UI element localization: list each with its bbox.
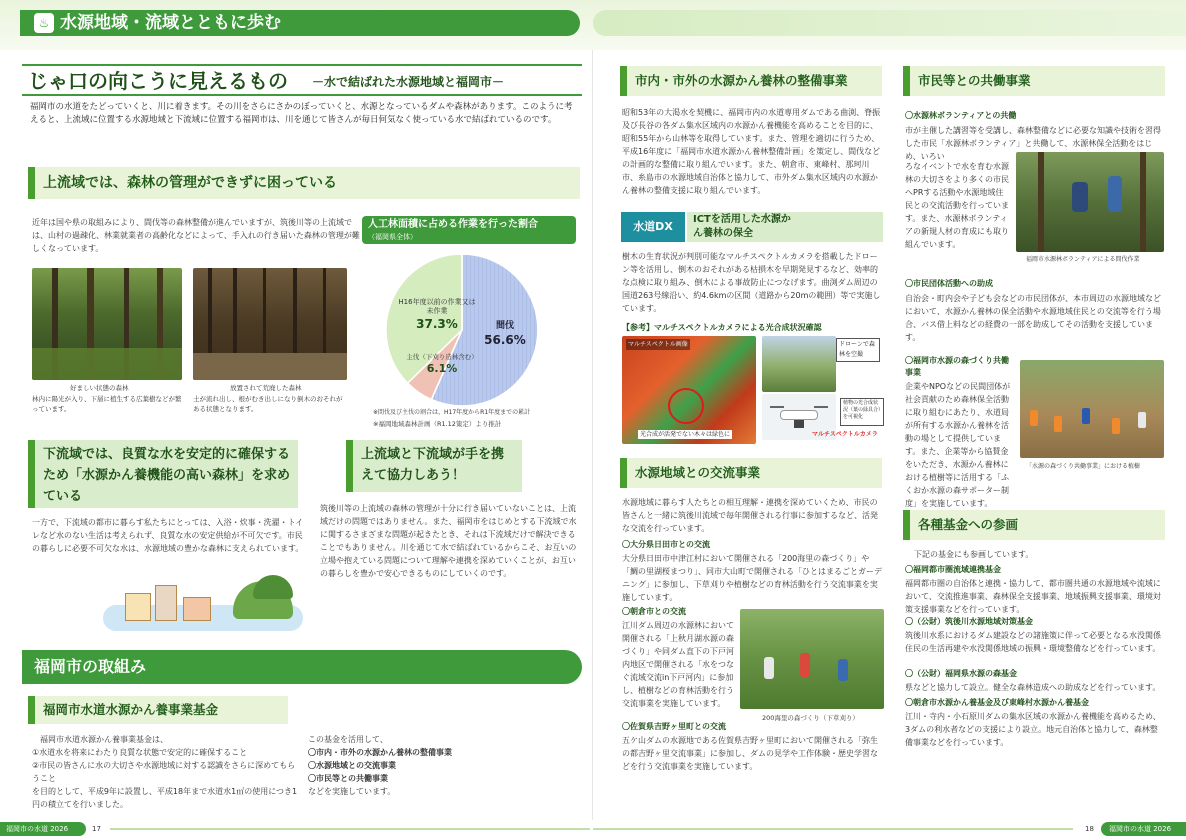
drone-survey-label-text: ドローンで森林を空撮 [839, 341, 875, 358]
pie-label-harvest [402, 353, 482, 376]
pie-label-thinning [470, 320, 540, 348]
pie-label-other [397, 298, 477, 332]
grant-text: 自治会・町内会や子ども会などの市民団体が、本市周辺の水源地域などにおいて、水源かん養林の保全活動や水源地域住民との交流等を行う場合、バス借上料などの経費の一部を助成してその活動を支援しています。 [905, 294, 1161, 342]
visualize-label [840, 398, 884, 426]
fund4-text: 江川・寺内・小石原川ダムの集水区域の水源かん養機能を高めるため、3ダムの利水者などの支援により設立。地元自治体と協力して、森林整備事業などを行っています。 [905, 712, 1161, 747]
fund-use-3: 〇市民等との共働事業 [308, 774, 388, 783]
multispectral-image [622, 336, 756, 444]
fund2-name: 〇（公財）筑後川水源地域対策基金 [905, 617, 1033, 626]
footer-right-text: 福岡市の水道 2026 [1109, 825, 1172, 833]
pie-subtitle: （福岡県全体） [368, 233, 417, 241]
fund2-text: 筑後川水系におけるダム建設などの諸施策に伴って必要となる水没関係住民の生活再建や水没関係地域の振興・環境整備などを行っています。 [905, 631, 1161, 653]
section-upstream-title: 上流域では、森林の管理ができずに困っている [43, 175, 337, 191]
visualize-label-text: 植物の光合成状況（葉の緑具合）を可視化 [843, 400, 881, 420]
fund-item-2: ②市民の皆さんに水の大切さや水源地域に対する認識をさらに深めてもらうこと [32, 761, 296, 783]
section-cooperate-text: 筑後川等の上流域の森林の管理が十分に行き届いていないことは、上流域だけの問題ではありません。また、福岡市をはじめとする下流域で水に関するさまざまな問題が起きたとき、それは下流域だけで解決できることでもありません。川を通じて水で結ばれているからこそ、お互いの立場や抱えている問題について理解や連携を深めていくことが、お互いの暮らしを豊かで安心できるものにしていくのです。 [320, 504, 577, 578]
funds-header [903, 510, 1165, 540]
forest-maintenance-header [620, 66, 882, 96]
drone-survey-photo [762, 336, 836, 392]
pie-title-box [362, 216, 576, 244]
exchange-asakura-text: 江川ダム周辺の水源林において開催される「上秋月湖水源の森づくり」や同ダム直下の下戸河内地区で開催される「水をつなぐ流域交流in下戸河内」に参加し、植樹などの育林活動を行う交流事業を実施しています。 [622, 621, 734, 708]
pie-label-thinning-name: 間伐 [495, 321, 514, 331]
main-subtitle: －水で結ばれた水源地域と福岡市－ [312, 75, 505, 89]
grass-cutting-caption: 200海里の森づくり（下草刈り） [762, 714, 859, 722]
tree-planting-caption: 「水源の森づくり共働事業」における植樹 [1026, 463, 1141, 470]
fund3-text: 県などと協力して設立。健全な森林造成への助成などを行っています。 [905, 683, 1161, 692]
fund3-name: 〇（公財）福岡県水源の森基金 [905, 669, 1017, 678]
main-title-block [22, 64, 582, 96]
exchange-yoshinogari-text: 五ケ山ダムの水源地である佐賀県吉野ヶ里町において開催される「弥生の都吉野ヶ里交流事業」に参加し、ダムの見学や工作体験・歴史学習などを行う交流事業を実施しています。 [622, 736, 878, 771]
tree-planting-photo [1020, 360, 1164, 458]
grant-title: 〇市民団体活動への助成 [905, 279, 993, 288]
section-upstream-text: 近年は国や県の取組みにより、間伐等の森林整備が進んでいますが、筑後川等の上流域では、山村の過疎化、林業就業者の高齢化などによって、手入れの行き届いた森林の管理が難しくなっています。 [32, 218, 360, 253]
abandoned-forest-caption: 放置されて荒廃した森林 [230, 384, 302, 392]
fund-header [28, 696, 288, 724]
intro-text: 福岡市の水道をたどっていくと、川に着きます。その川をさらにさかのぼっていくと、水源となっているダムや森林があります。このように考えると、上流域に位置する水源地域と下流域に位置する福岡市は、川を通じて皆さんが毎日何気なく使っている水で結ばれているのです。 [30, 102, 573, 125]
page-number-right: 18 [1085, 825, 1094, 833]
pie-label-thinning-value: 56.6% [484, 333, 526, 347]
exchange-yoshinogari-title: 〇佐賀県吉野ヶ里町との交流 [622, 722, 726, 731]
abandoned-forest-photo [193, 268, 347, 380]
footer-left-text: 福岡市の水道 2026 [6, 825, 69, 833]
fund-title: 福岡市水道水源かん養事業基金 [43, 702, 219, 717]
forest-maintenance-title: 市内・市外の水源かん養林の整備事業 [635, 73, 848, 88]
city-efforts-banner [22, 650, 582, 684]
forest-making-title: 〇福岡市水源の森づくり共働事業 [905, 356, 1009, 377]
healthy-forest-caption: 好ましい状態の森林 [70, 384, 129, 392]
section-upstream-header [28, 167, 580, 199]
water-cycle-illustration [103, 575, 303, 637]
exchange-title: 水源地域との交流事業 [635, 465, 761, 480]
pie-note-1: ※間伐及び主伐の割合は、H17年度からR1年度までの累計 [373, 409, 531, 416]
forest-making-text: 企業やNPOなどの民間団体が社会貢献のため森林保全活動に取り組むにあたり、水道局が所有する水源かん養林を活動の場として提供しています。また、企業等から協賛金をいただき、水源かん養林における植樹等に活用する「ふくおか水源の森サポーター制度」を実施しています。 [905, 382, 1011, 508]
dx-tag [621, 212, 685, 242]
forest-maintenance-text: 昭和53年の大渇水を契機に、福岡市内の水道専用ダムである曲渕、脊振及び長谷の各ダム集水区域内の水源かん養機能を高めることを目的に、昭和55年から山林等を取得しています。また、管理を適切に行うため、平成16年度に「福岡市水道水源かん養林整備計画」を策定し、間伐などの計画的な整備に取り組んでいます。また、朝倉市、東峰村、那珂川市、糸島市の水源地域自治体と協力して、市外ダム集水区域内の水源かん養林の整備支援に取り組んでいます。 [622, 108, 881, 195]
volunteer-thinning-photo [1016, 152, 1164, 252]
dx-title: ICTを活用した水源かん養林の保全 [693, 214, 791, 239]
exchange-header [620, 458, 882, 488]
pie-label-other-value: 37.3% [416, 317, 458, 331]
page-number-left: 17 [92, 825, 101, 833]
drone-survey-label [836, 338, 880, 362]
pie-note-2: ※福岡地域森林計画（R1.12策定）より推計 [373, 420, 502, 428]
pie-label-harvest-name: 主伐（下刈り造林含む） [406, 353, 478, 361]
fund-use-1: 〇市内・市外の水源かん養林の整備事業 [308, 748, 452, 757]
funds-title: 各種基金への参画 [918, 517, 1019, 532]
exchange-hita-text: 大分県日田市中津江村において開催される「200海里の森づくり」や「鯛の里湖桜まつり」、同市大山町で開催される「ひとはまるごとガーデニング」に参加し、下草刈りや植樹などの育林活動を行う交流事業を実施しています。 [622, 554, 882, 602]
section-downstream-title: 下流域では、良質な水を安定的に確保するため「水源かん養機能の高い森林」を求めている [43, 447, 291, 504]
healthy-forest-desc: 林内に陽光が入り、下層に植生する広葉樹などが繁っています。 [32, 395, 182, 413]
fund-use-end: などを実施しています。 [308, 787, 396, 796]
fund-body-1: 福岡市水道水源かん養事業基金は、 [40, 735, 168, 744]
section-cooperate-title: 上流域と下流域が手を携えて協力しあう！ [361, 447, 505, 483]
healthy-forest-photo [32, 268, 182, 380]
fund4-name: 〇朝倉市水源かん養基金及び東峰村水源かん養基金 [905, 698, 1089, 707]
funds-intro: 下記の基金にも参画しています。 [914, 550, 1034, 559]
header-right-bar [593, 10, 1186, 36]
main-title: じゃ口の向こうに見えるもの [28, 69, 288, 93]
footer-left [0, 818, 593, 840]
camera-label: マルチスペクトルカメラ [812, 431, 878, 438]
city-efforts-title: 福岡市の取組み [34, 657, 147, 676]
multispectral-image-label: マルチスペクトル画像 [628, 341, 688, 348]
footer-right [593, 818, 1186, 840]
volunteer-text-cont [905, 160, 1011, 252]
grass-cutting-photo [740, 609, 884, 709]
volunteer-text: 市が主催した講習等を受講し、森林整備などに必要な知識や技術を習得した市民「水源林ボランティア」と共働して、水源林保全活動をはじめ、いろい [905, 126, 1161, 161]
volunteer-text-continued: ろなイベントで水を育む水源林の大切さをより多くの市民へPRする活動や水源地域住民との交流活動を行っています。また、水源林ボランティアの新規人材の育成にも取り組んでいます。 [905, 162, 1009, 249]
section-downstream-header [28, 440, 298, 508]
dx-tag-label: 水道DX [633, 220, 673, 233]
water-drop-icon: ♨ [34, 13, 54, 33]
pie-label-other-name: H16年度以前の作業又は未作業 [398, 298, 476, 315]
citizen-header [903, 66, 1165, 96]
dx-title-box [687, 212, 883, 242]
page-divider [592, 50, 593, 820]
section-downstream-text: 一方で、下流域の都市に暮らす私たちにとっては、入浴・炊事・洗濯・トイレなど水のない生活は考えられず、良質な水の安定供給が不可欠です。市民の暮らしに必要不可欠な水は、水源地域の豊かな森林に支えられています。 [32, 518, 304, 553]
exchange-hita-title: 〇大分県日田市との交流 [622, 540, 710, 549]
dx-text: 樹木の生育状況が判別可能なマルチスペクトルカメラを搭載したドローン等を活用し、倒木のおそれがある枯損木を早期発見するなど、効率的な点検に取り組み、倒木による事故防止につなげます。曲渕ダム周辺の国道263号線沿い、約4.6kmの区間（道路から20mの範囲）等で実施しています。 [622, 252, 881, 313]
citizen-title: 市民等との共働事業 [918, 73, 1031, 88]
page-title: 水源地域・流域とともに歩む [60, 13, 281, 33]
pie-label-harvest-value: 6.1% [426, 362, 458, 375]
section-cooperate-header [346, 440, 522, 492]
abandoned-forest-desc: 土が流れ出し、根がむき出しになり倒木のおそれがある状態となります。 [193, 395, 343, 413]
fund-body-2: を目的として、平成9年に設置し、平成18年まで水道水1㎥の使用につき1円の積立てを行いました。 [32, 787, 298, 809]
volunteer-title: 〇水源林ボランティアとの共働 [905, 111, 1017, 120]
exchange-text: 水源地域に暮らす人たちとの相互理解・連携を深めていくため、市民の皆さんと一緒に筑後川流域で毎年開催される行事に参加するなど、活発な交流を行っています。 [622, 498, 878, 533]
fund-use-intro: この基金を活用して、 [308, 735, 388, 744]
exchange-asakura-title: 〇朝倉市との交流 [622, 607, 686, 616]
multispectral-image-caption: 光合成が活発でない木々は緑色に [640, 431, 731, 438]
fund1-text: 福岡都市圏の自治体と連携・協力して、都市圏共通の水源地域や流域において、交流推進事業、森林保全支援事業、地域振興支援事業、環境対策支援事業などを行っています。 [905, 579, 1161, 614]
fund-use-2: 〇水源地域との交流事業 [308, 761, 396, 770]
volunteer-photo-caption: 福岡市水源林ボランティアによる間伐作業 [1026, 256, 1140, 263]
pie-title: 人工林面積に占める作業を行った割合 [368, 219, 538, 230]
fund1-name: 〇福岡都市圏流域連携基金 [905, 565, 1001, 574]
dx-reference-label: 【参考】マルチスペクトルカメラによる光合成状況確認 [622, 323, 822, 332]
fund-item-1: ①水道水を将来にわたり良質な状態で安定的に確保すること [32, 748, 248, 757]
